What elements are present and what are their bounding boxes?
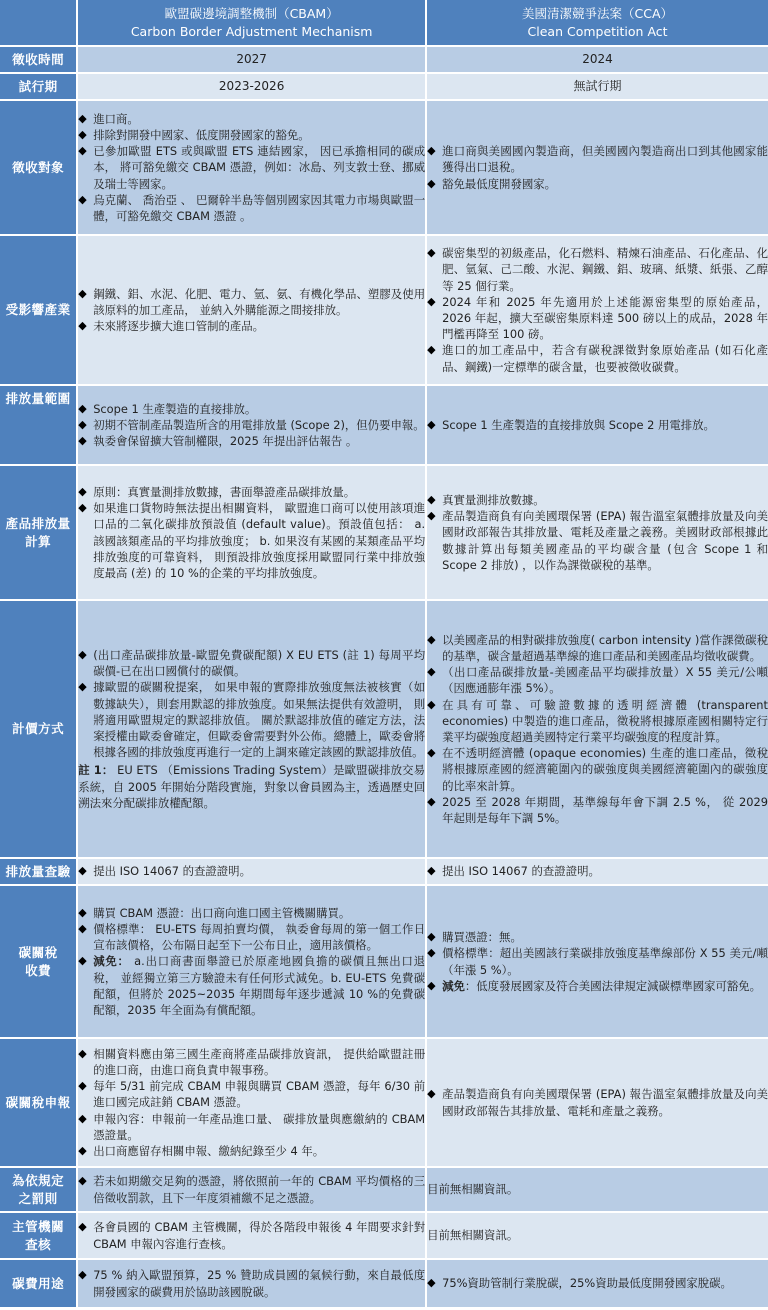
bullet-text: 價格標準：超出美國該行業碳排放強度基準線部份 X 55 美元/噸（年漲 5 %）。 [442, 946, 768, 977]
bullet-item: ◆ 在具有可靠、可驗證數據的透明經濟體 (transparent economies) 中製造的進口產品，徵稅將根據原產國相關特定行業平均碳強度超過美國特定行業平均碳強度的程度計算。 [427, 697, 768, 746]
cca-header [427, 0, 768, 45]
bullet-item: ◆ 進口商。 [78, 111, 425, 127]
bullet-item: ◆ 產品製造商負有向美國環保署 (EPA) 報告溫室氣體排放量及向美國財政部報告其排放量、電耗及產量之義務。美國財政部根據此數據計算出每類美國產品的平均碳含量 (包含 Scope 1 和 Scope 2 排放) ，以作為課徵碳稅的基準。 [427, 508, 768, 573]
bullet-item [427, 978, 768, 994]
row-label: 計價方式 [0, 601, 76, 857]
row-industries [0, 236, 768, 384]
row-label: 徵收時間 [0, 47, 76, 72]
bullet-item: ◆ (出口產品碳排放量-歐盟免費碳配額) X EU ETS (註 1) 每周平均碳價-已在出口國償付的碳價。 [78, 647, 425, 679]
bullet-item: ◆ 初期不管制產品製造所含的用電排放量 (Scope 2)，但仍要申報。 [78, 417, 425, 433]
bullet-item [78, 921, 425, 953]
bullet-item: ◆ 每年 5/31 前完成 CBAM 申報與購買 CBAM 憑證，每年 6/30 前進口國完成註銷 CBAM 憑證。 [78, 1078, 425, 1110]
bullet-item: ◆ 豁免最低度開發國家。 [427, 176, 768, 192]
cca-cell [427, 236, 768, 384]
cca-cell [427, 386, 768, 464]
bullet-item: ◆ 各會員國的 CBAM 主管機關，得於各階段申報後 4 年間要求針對 CBAM 申報內容進行查核。 [78, 1219, 425, 1251]
row-label-line: 碳關稅 [18, 944, 58, 960]
row-label: 排放量查驗 [0, 859, 76, 884]
bullet-item: ◆ 以美國產品的相對碳排放強度( carbon intensity )當作課徵碳稅的基準，碳含量超過基準線的進口產品和美國產品均徵收碳費。 [427, 632, 768, 664]
cca-cell: 目前無相關資訊。 [427, 1213, 768, 1258]
row-label [0, 886, 76, 1037]
bullet-item: ◆ 進口的加工產品中，若含有碳稅課徵對象原始產品 (如石化產品、鋼鐵)一定標準的碳含量，也要被徵收碳費。 [427, 342, 768, 374]
bullet-item: ◆ 執委會保留擴大管制權限，2025 年提出評估報告 。 [78, 433, 425, 449]
cca-cell [427, 1039, 768, 1166]
bullet-item: ◆ 申報內容：申報前一年產品進口量、 碳排放量與應繳納的 CBAM 憑證量。 [78, 1111, 425, 1143]
bullet-item: ◆ 若未如期繳交足夠的憑證，將依照前一年的 CBAM 平均價格的三倍徵收罰款，且下一年度須補繳不足之憑證。 [78, 1173, 425, 1205]
row-trial [0, 74, 768, 99]
row-audit [0, 1213, 768, 1258]
row-fee [0, 886, 768, 1037]
row-label: 碳關稅申報 [0, 1039, 76, 1166]
cbam-cell [78, 1213, 425, 1258]
row-label [0, 1168, 76, 1211]
bullet-item [427, 929, 768, 945]
bullet-item: ◆ 已參加歐盟 ETS 或與歐盟 ETS 連結國家， 因已承擔相同的碳成本， 將可豁免繳交 CBAM 憑證，例如：冰島、列支敦士登、挪威及瑞士等國家。 [78, 143, 425, 192]
bullet-item: ◆ 2025 至 2028 年期間，基準線每年會下調 2.5 %， 從 2029 年起則是每年下調 5%。 [427, 794, 768, 826]
cbam-cell [78, 236, 425, 384]
row-label: 徵收對象 [0, 101, 76, 234]
cbam-cell: 2027 [78, 47, 425, 72]
bullet-item [78, 953, 425, 1018]
cbam-cell [78, 1168, 425, 1211]
cca-cell: 目前無相關資訊。 [427, 1168, 768, 1211]
cbam-cell [78, 1039, 425, 1166]
cca-cell: 2024 [427, 47, 768, 72]
bullet-item: ◆ 2024 年和 2025 年先適用於上述能源密集型的原始產品， 2026 年起，擴大至碳密集原料達 500 磅以上的成品，2028 年門檻再降至 100 磅。 [427, 294, 768, 343]
cca-title-en: Clean Competition Act [527, 23, 668, 39]
row-label-line: 之罰則 [18, 1190, 58, 1206]
bullet-item: ◆ 烏克蘭、 喬治亞 、 巴爾幹半島等個別國家因其電力市場與歐盟一體，可豁免繳交 CBAM 憑證 。 [78, 192, 425, 224]
bullet-text: a.出口商書面舉證已於原產地國負擔的碳價且無出口退稅， 並經獨立第三方驗證未有任何形式減免。b. EU-ETS 免費碳配額，但將於 2025~2035 年期間每年逐步遞減 10 %的免費碳配額，2035 年全面為有償配額。 [93, 954, 426, 1017]
bullet-item: ◆ 產品製造商負有向美國環保署 (EPA) 報告溫室氣體排放量及向美國財政部報告其排放量、電耗和產量之義務。 [427, 1086, 768, 1118]
cca-cell [427, 859, 768, 884]
row-label: 排放量範圍 [0, 386, 76, 464]
cbam-cell [78, 101, 425, 234]
row-verification [0, 859, 768, 884]
row-label-line: 主管機關 [12, 1218, 65, 1234]
bullet-lead: 減免 [442, 978, 465, 993]
cbam-cell: 2023-2026 [78, 74, 425, 99]
row-emission-calc [0, 466, 768, 599]
cca-cell [427, 886, 768, 1037]
cbam-cell [78, 386, 425, 464]
bullet-item [78, 905, 425, 921]
row-label [0, 466, 76, 599]
row-label: 碳費用途 [0, 1260, 76, 1307]
bullet-item: ◆ 真實量測排放數據。 [427, 492, 768, 508]
cbam-header [78, 0, 425, 45]
bullet-item: ◆ 75%資助管制行業脫碳，25%資助最低度開發國家脫碳。 [427, 1275, 768, 1291]
header-row [0, 0, 768, 45]
row-label-line: 查核 [25, 1236, 52, 1252]
bullet-item: ◆ Scope 1 生產製造的直接排放。 [78, 401, 425, 417]
bullet-lead: 減免： [93, 954, 130, 969]
bullet-item: ◆ 未來將逐步擴大進口管制的產品。 [78, 318, 425, 334]
bullet-item: ◆ 原則：真實量測排放數據，書面舉證產品碳排放量。 [78, 484, 425, 500]
row-scope [0, 386, 768, 464]
corner-cell [0, 0, 76, 45]
cca-cell: 無試行期 [427, 74, 768, 99]
row-report [0, 1039, 768, 1166]
bullet-item: ◆ 75 % 納入歐盟預算，25 % 贊助成員國的氣候行動，來自最低度開發國家的碳費用於協助該國脫碳。 [78, 1267, 425, 1299]
row-label-line: 為依規定 [12, 1172, 65, 1188]
cca-title-zh: 美國清潔競爭法案（CCA） [522, 5, 674, 21]
cca-cell [427, 601, 768, 857]
bullet-item: ◆ （出口產品碳排放量-美國產品平均碳排放量）X 55 美元/公噸（因應通膨年漲 5%）。 [427, 664, 768, 696]
bullet-text: ：低度發展國家及符合美國法律規定減碳標準國家可豁免。 [464, 978, 762, 993]
footnote-text: EU ETS （Emissions Trading System）是歐盟碳排放交易系統，自 2005 年開始分階段實施，對象以會員國為主，透過歷史回溯法來分配碳排放權配額。 [78, 763, 426, 810]
cca-cell [427, 101, 768, 234]
cbam-cell [78, 601, 425, 857]
cbam-cell [78, 886, 425, 1037]
bullet-item [427, 945, 768, 977]
row-penalty [0, 1168, 768, 1211]
cbam-title-en: Carbon Border Adjustment Mechanism [130, 23, 373, 39]
row-levy-time [0, 47, 768, 72]
row-label: 受影響產業 [0, 236, 76, 384]
bullet-item: ◆ 出口商應留存相關申報、繳納紀錄至少 4 年。 [78, 1143, 425, 1159]
row-label-line: 收費 [25, 962, 52, 978]
row-label [0, 1213, 76, 1258]
cbam-cell [78, 466, 425, 599]
bullet-item: ◆ 鋼鐵、鋁、水泥、化肥、電力、氫、氨、有機化學品、塑膠及使用該原料的加工產品， 並納入外購能源之間接排放。 [78, 286, 425, 318]
bullet-item: ◆ 據歐盟的碳關稅提案， 如果申報的實際排放強度無法被核實（如數據缺失），則套用默認的排放強度。如果無法提供有效證明， 則將適用歐盟規定的默認排放值。 關於默認排放值的確定方法，法案授權由歐委會確定，但歐委會需要對外公佈。總體上，歐委會將根據各國的排放強度再進行一定的上調來確定該國的默認排放值。 [78, 679, 425, 760]
bullet-item: ◆ 提出 ISO 14067 的查證證明。 [78, 863, 425, 879]
cbam-cell [78, 1260, 425, 1307]
cbam-cell [78, 859, 425, 884]
bullet-text: 購買 CBAM 憑證：出口商向進口國主管機關購買。 [93, 905, 351, 920]
cca-cell [427, 1260, 768, 1307]
bullet-item: ◆ 進口商與美國國內製造商，但美國國內製造商出口到其他國家能獲得出口退稅。 [427, 143, 768, 175]
row-label-text: 產品排放量計算 [5, 515, 71, 549]
footnote [78, 762, 425, 811]
row-pricing [0, 601, 768, 857]
bullet-item: ◆ 相關資料應由第三國生產商將產品碳排放資訊， 提供給歐盟註冊的進口商，由進口商負責申報事務。 [78, 1046, 425, 1078]
cbam-title-zh: 歐盟碳邊境調整機制（CBAM） [164, 5, 339, 21]
bullet-item: ◆ 在不透明經濟體 (opaque economies) 生產的進口產品，徵稅將根據原產國的經濟範圍內的碳強度與美國經濟範圍內的碳強度的比率來計算。 [427, 745, 768, 794]
bullet-item: ◆ 如果進口貨物時無法提出相關資料， 歐盟進口商可以使用該項進口品的二氧化碳排放預設值 (default value)。預設值包括： a. 該國該類產品的平均排放強度； b. 如果沒有某國的某類產品平均排放強度的可靠資料， 則預設排放強度採用歐盟同行業中排放強度最高 (差) 的 10 %的企業的平均排放強度。 [78, 500, 425, 581]
row-levy-target [0, 101, 768, 234]
bullet-item: ◆ Scope 1 生產製造的直接排放與 Scope 2 用電排放。 [427, 417, 768, 433]
cca-cell [427, 466, 768, 599]
bullet-text: 價格標準： EU-ETS 每周拍賣均價， 執委會每周的第一個工作日宣布該價格，公布隔日起至下一公布日止，適用該價格。 [93, 921, 426, 953]
footnote-label: 註 1： [78, 763, 114, 778]
row-usage [0, 1260, 768, 1307]
bullet-item: ◆ 排除對開發中國家、低度開發國家的豁免。 [78, 127, 425, 143]
row-label: 試行期 [0, 74, 76, 99]
bullet-item: ◆ 碳密集型的初級產品，化石燃料、精煉石油產品、石化產品、化肥、氫氣、己二酸、水泥、鋼鐵、鋁、玻璃、紙漿、紙張、乙醇等 25 個行業。 [427, 245, 768, 294]
bullet-item: ◆ 提出 ISO 14067 的查證證明。 [427, 863, 768, 879]
bullet-text: 購買憑證：無。 [442, 930, 522, 945]
